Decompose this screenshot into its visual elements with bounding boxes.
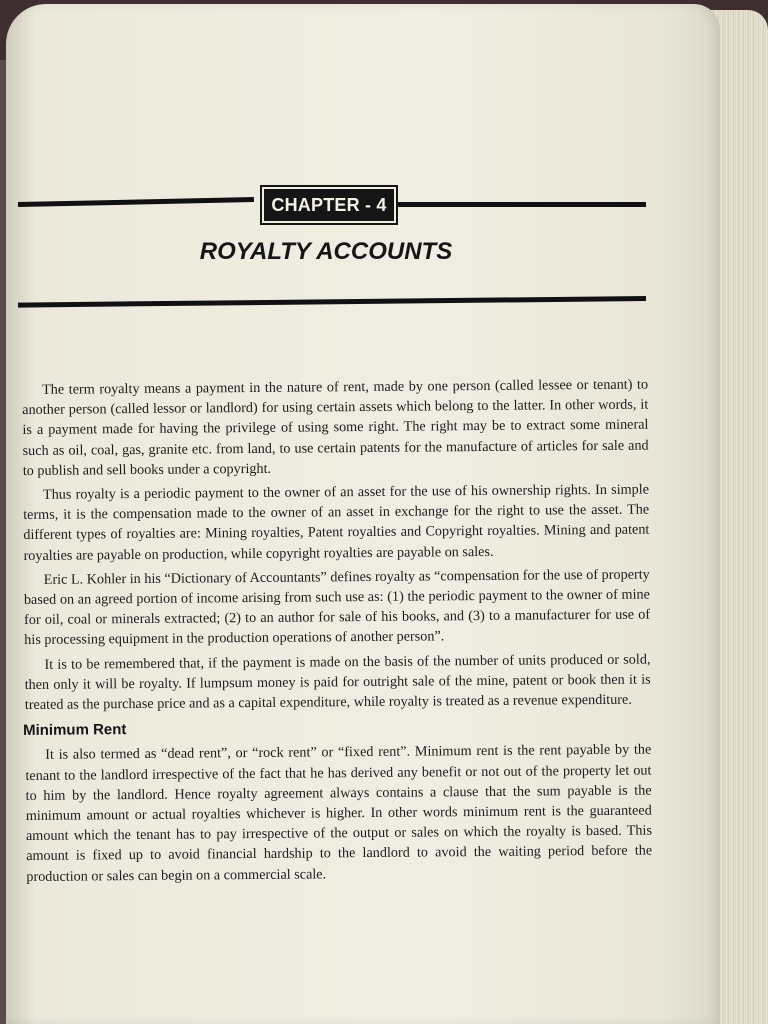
- title-rule: [18, 296, 646, 308]
- paragraph: It is also termed as “dead rent”, or “rock rent” or “fixed rent”. Minimum rent is the rent payable by the tenant to the landlord irrespective of the fact that he has derived any benefit or not out of the property let out to him by the landlord. Hence royalty agreement always contains a clause that the sum payable is the minimum amount or actual royalties whichever is higher. In other words minimum rent is the guaranteed amount which the tenant has to pay irrespective of the output or sales on which the royalty is based. This amount is fixed up to avoid financial hardship to the landlord to avoid the waiting period before the production or sales can begin on a commercial scale.: [25, 741, 653, 885]
- section-heading: Minimum Rent: [22, 721, 127, 740]
- body-text: [22, 375, 652, 891]
- chapter-rule-left: [18, 197, 254, 207]
- paragraph: The term royalty means a payment in the nature of rent, made by one person (called lessee or tenant) to another person (called lessor or landlord) for using certain assets which belong to the latter. In other words, it is a payment made for having the privilege of using some right. The right may be to extract some mineral such as oil, coal, gas, granite etc. from land, to use certain patents for the manufacture of articles for sale and to publish and sell books under a copyright.: [22, 376, 649, 479]
- paragraph: Eric L. Kohler in his “Dictionary of Accountants” defines royalty as “compensation for the use of property based on an agreed portion of income arising from such use as: (1) the periodic payment to the owner of mine for oil, coal or minerals extracted; (2) to an author for sale of his books, and (3) to a manufacturer for use of his processing equipment in the production operations of another person”.: [23, 566, 651, 649]
- paragraph: It is to be remembered that, if the payment is made on the basis of the number of units produced or sold, then only it will be royalty. If lumpsum money is paid for outright sale of the mine, patent or book then it is treated as the purchase price and as a capital expenditure, while royalty is treated as a revenue expenditure.: [24, 651, 651, 714]
- chapter-label-box: [260, 185, 398, 225]
- chapter-title: ROYALTY ACCOUNTS: [199, 238, 453, 265]
- paragraph: Thus royalty is a periodic payment to the owner of an asset for the use of his ownership rights. In simple terms, it is the compensation made to the owner of an asset in exchange for the right to use the asset. The different types of royalties are: Mining royalties, Patent royalties and Copyright royalties. Mining and patent royalties are payable on production, while copyright royalties are payable on sales.: [23, 481, 650, 564]
- chapter-rule-right: [398, 202, 646, 207]
- chapter-label: CHAPTER - 4: [271, 194, 387, 215]
- book-page: [6, 4, 720, 1024]
